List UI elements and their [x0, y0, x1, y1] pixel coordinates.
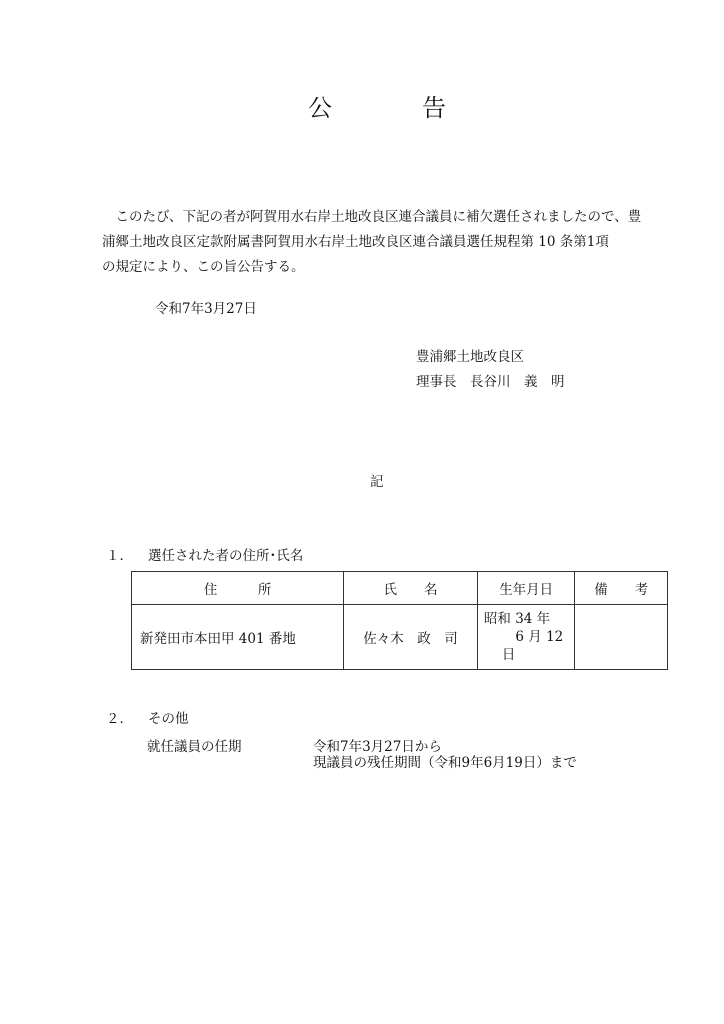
header-address: 住 所 [132, 572, 344, 605]
notice-date: 令和7年3月27日 [155, 301, 257, 317]
section-2-number: ２． [106, 711, 133, 727]
header-birthdate: 生年月日 [477, 572, 575, 605]
section-2-heading [106, 707, 189, 727]
appointee-table [131, 571, 668, 670]
body-line-3: の規定により、この旨公告する。 [102, 259, 305, 275]
section-1-number: １． [106, 548, 133, 564]
body-line-2: 浦郷土地改良区定款附属書阿賀用水右岸土地改良区連合議員選任規程第 10 条第1項 [102, 234, 609, 250]
header-remarks: 備 考 [575, 572, 668, 605]
birthdate-month-day: 6 月 12 日 [501, 629, 564, 663]
birthdate-year: 昭和 34 年 [483, 611, 551, 627]
cell-address: 新発田市本田甲 401 番地 [132, 605, 344, 670]
table-row [132, 605, 668, 670]
term-label: 就任議員の任期 [147, 739, 242, 755]
cell-name: 佐々木 政 司 [344, 605, 478, 670]
cell-birthdate [477, 605, 575, 670]
issuer-organization: 豊浦郷土地改良区 [416, 349, 524, 365]
body-line-1: このたび、下記の者が阿賀用水右岸土地改良区連合議員に補欠選任されましたので、豊 [102, 209, 642, 225]
cell-remarks [575, 605, 668, 670]
section-1-heading [106, 544, 303, 564]
title-char-2: 告 [422, 94, 446, 122]
header-name: 氏 名 [344, 572, 478, 605]
section-2-title: その他 [148, 711, 189, 727]
issuer-chairman: 理事長 長谷川 義 明 [416, 374, 565, 390]
term-start: 令和7年3月27日から [313, 739, 442, 755]
title-char-1: 公 [308, 94, 332, 122]
ki-heading: 記 [370, 474, 384, 490]
section-1-title: 選任された者の住所･氏名 [148, 548, 304, 564]
table-header-row [132, 572, 668, 605]
term-end: 現議員の残任期間（令和9年6月19日）まで [313, 755, 577, 771]
